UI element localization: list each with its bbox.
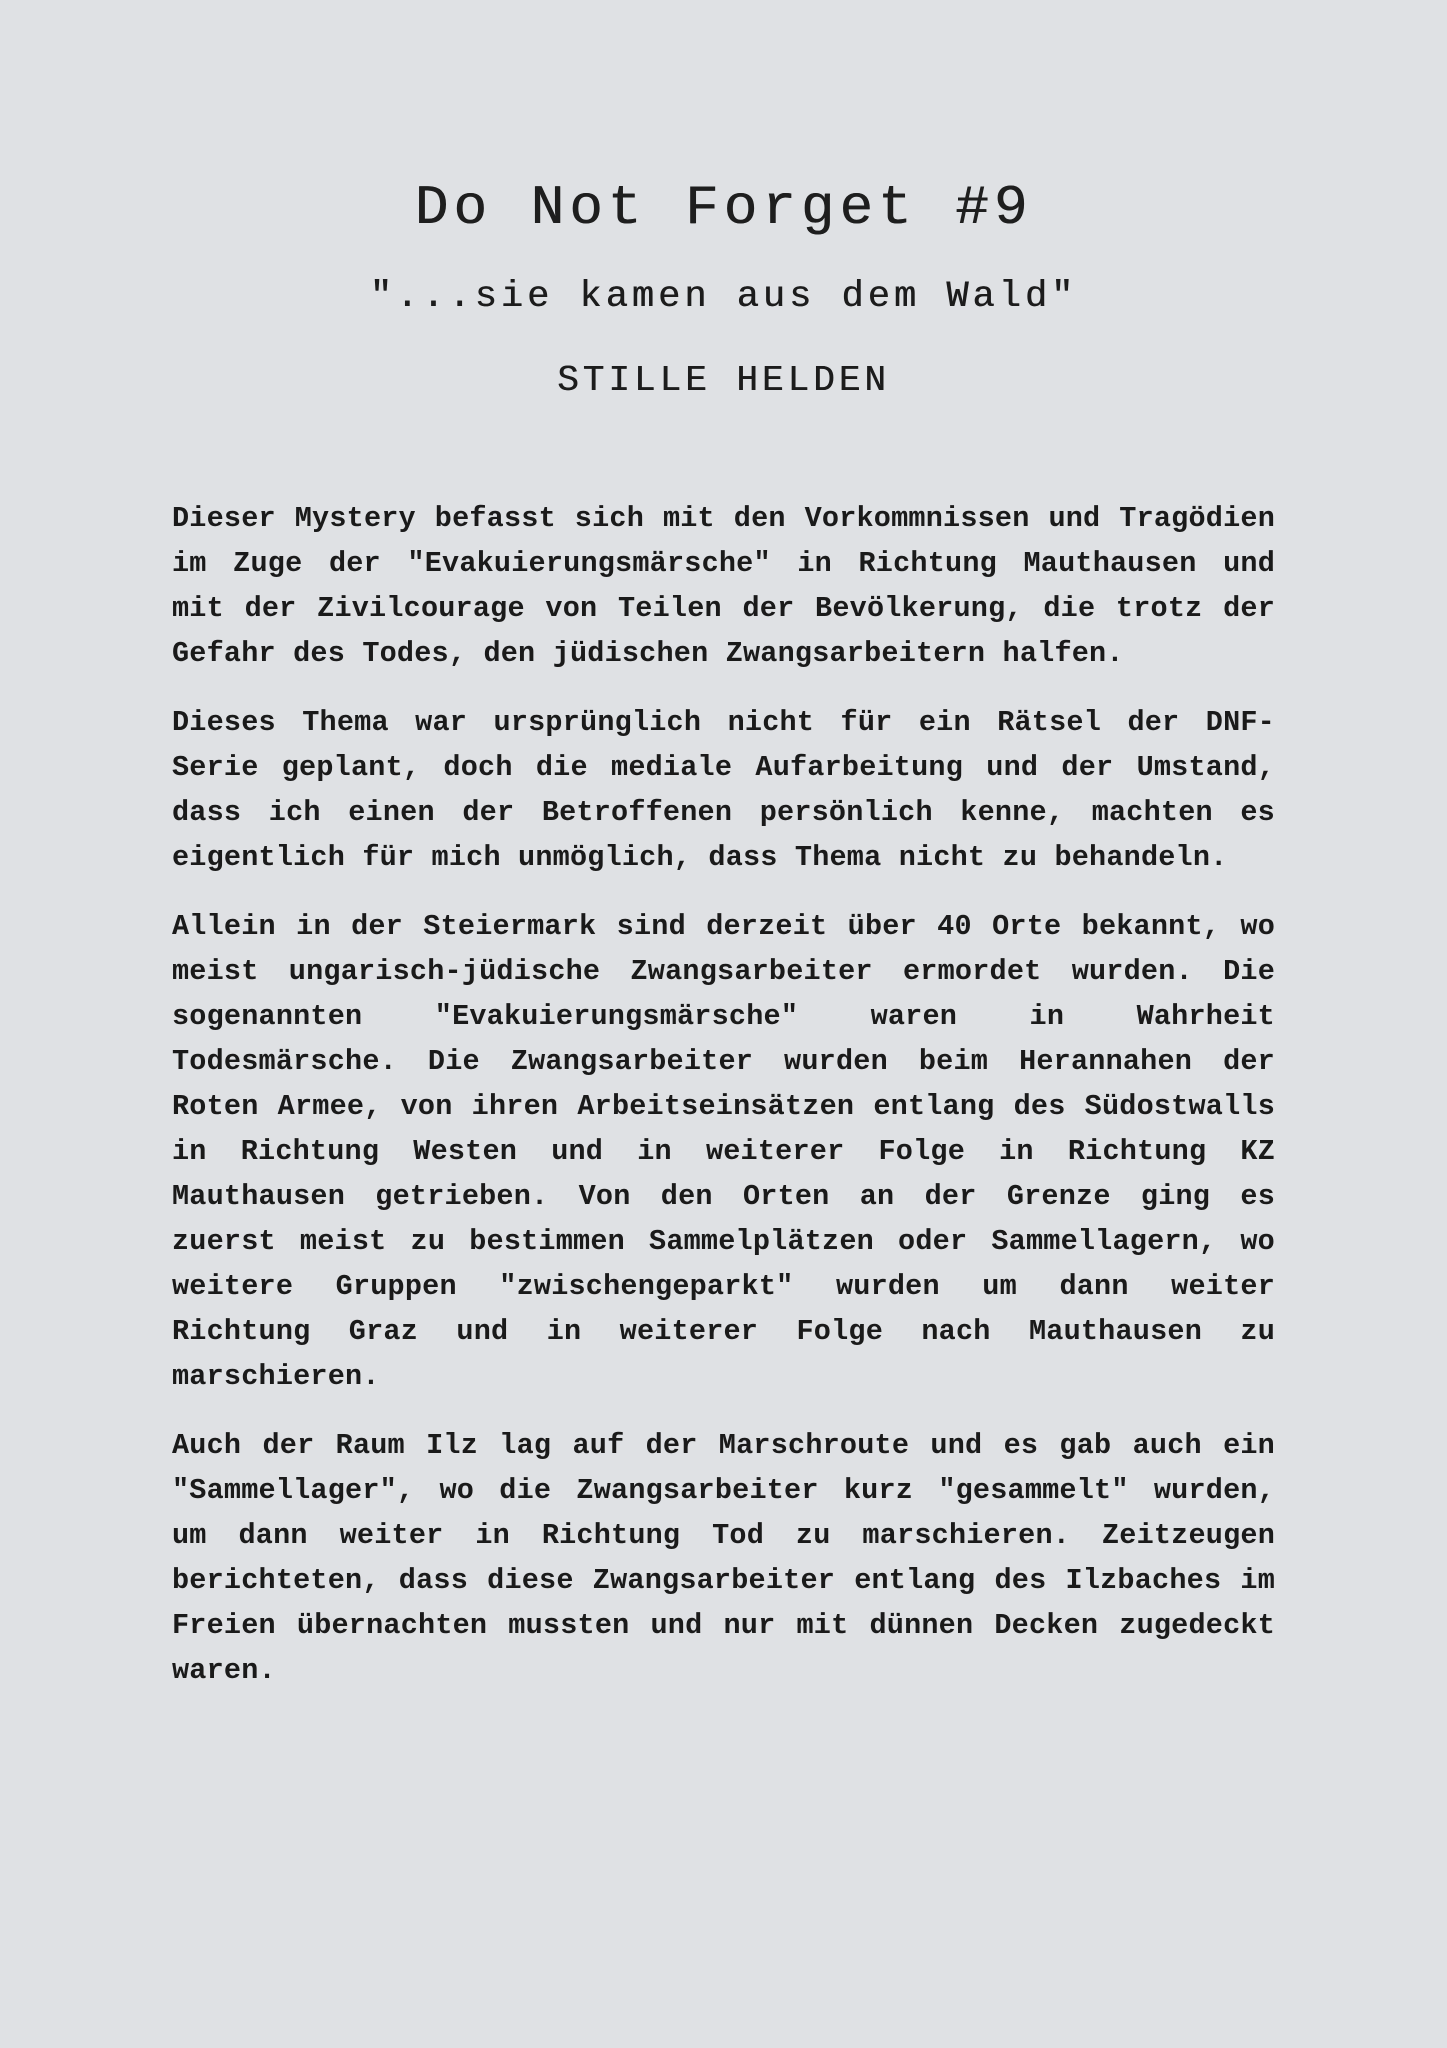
paragraph-1: Dieser Mystery befasst sich mit den Vorkommnissen und Tragödien im Zuge der "Evakuierungsmärsche" in Richtung Mauthausen und mit der Zivilcourage von Teilen der Bevölkerung, die trotz der Gefahr des Todes, den jüdischen Zwangsarbeitern halfen. — [172, 502, 1275, 670]
paragraph-3: Allein in der Steiermark sind derzeit über 40 Orte bekannt, wo meist ungarisch-jüdische Zwangsarbeiter ermordet wurden. Die sogenannten "Evakuierungsmärsche" waren in Wahrheit Todesmärsche. Die Zwangsarbeiter wurden beim Herannahen der Roten Armee, von ihren Arbeitseinsätzen entlang des Südostwalls in Richtung Westen und in weiterer Folge in Richtung KZ Mauthausen getrieben. Von den Orten an der Grenze ging es zuerst meist zu bestimmen Sammelplätzen oder Sammellagern, wo weitere Gruppen "zwischengeparkt" wurden um dann weiter Richtung Graz und in weiterer Folge nach Mauthausen zu marschieren. — [172, 910, 1275, 1393]
paragraph-4: Auch der Raum Ilz lag auf der Marschroute und es gab auch ein "Sammellager", wo die Zwangsarbeiter kurz "gesammelt" wurden, um dann weiter in Richtung Tod zu marschieren. Zeitzeugen berichteten, dass diese Zwangsarbeiter entlang des Ilzbaches im Freien übernachten mussten und nur mit dünnen Decken zugedeckt waren. — [172, 1429, 1275, 1687]
paragraph-2: Dieses Thema war ursprünglich nicht für ein Rätsel der DNF-Serie geplant, doch die mediale Aufarbeitung und der Umstand, dass ich einen der Betroffenen persönlich kenne, machten es eigentlich für mich unmöglich, dass Thema nicht zu behandeln. — [172, 706, 1275, 874]
section-heading: STILLE HELDEN — [557, 360, 890, 401]
body-text — [172, 496, 1275, 1717]
page-title: Do Not Forget #9 — [414, 176, 1033, 240]
page-subtitle: "...sie kamen aus dem Wald" — [369, 276, 1078, 318]
